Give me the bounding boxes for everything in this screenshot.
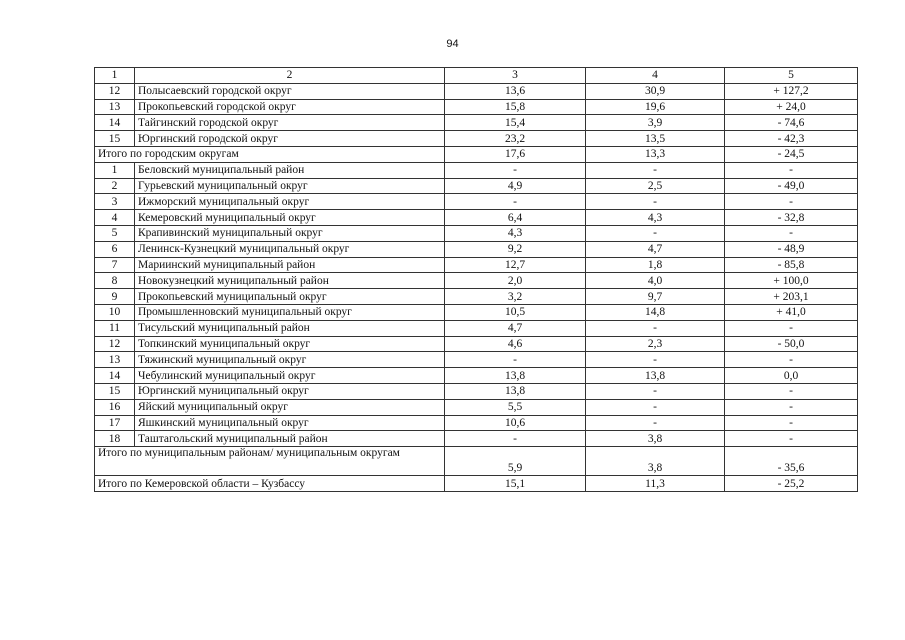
value-col-3: 9,2 (445, 241, 586, 257)
table-row (95, 131, 858, 147)
row-number: 17 (95, 415, 135, 431)
value-col-4: 2,3 (586, 336, 725, 352)
row-name: Беловский муниципальный район (135, 162, 445, 178)
total-col-4: 3,8 (586, 447, 725, 476)
value-col-5: - (725, 225, 858, 241)
row-number: 14 (95, 368, 135, 384)
row-name: Яшкинский муниципальный округ (135, 415, 445, 431)
value-col-4: 1,8 (586, 257, 725, 273)
value-col-3: 13,8 (445, 368, 586, 384)
value-col-3: 13,6 (445, 83, 586, 99)
row-name: Тисульский муниципальный район (135, 320, 445, 336)
value-col-3: 4,6 (445, 336, 586, 352)
value-col-3: 3,2 (445, 289, 586, 305)
value-col-5: - (725, 431, 858, 447)
table-row (95, 399, 858, 415)
value-col-4: - (586, 162, 725, 178)
column-header-5: 5 (725, 68, 858, 84)
row-number: 6 (95, 241, 135, 257)
row-name: Юргинский муниципальный округ (135, 383, 445, 399)
table-row (95, 194, 858, 210)
value-col-4: 30,9 (586, 83, 725, 99)
row-name: Ленинск-Кузнецкий муниципальный округ (135, 241, 445, 257)
column-header-1: 1 (95, 68, 135, 84)
row-name: Гурьевский муниципальный округ (135, 178, 445, 194)
table-row (95, 162, 858, 178)
value-col-4: 19,6 (586, 99, 725, 115)
row-name: Прокопьевский муниципальный округ (135, 289, 445, 305)
row-name: Ижморский муниципальный округ (135, 194, 445, 210)
total-city-row (95, 146, 858, 162)
value-col-3: 4,9 (445, 178, 586, 194)
value-col-5: - (725, 320, 858, 336)
value-col-3: - (445, 352, 586, 368)
row-number: 5 (95, 225, 135, 241)
table-header-row (95, 68, 858, 84)
value-col-3: 13,8 (445, 383, 586, 399)
table-row (95, 320, 858, 336)
row-name: Прокопьевский городской округ (135, 99, 445, 115)
table-row (95, 273, 858, 289)
total-col-3: 15,1 (445, 476, 586, 492)
row-number: 7 (95, 257, 135, 273)
table-row (95, 225, 858, 241)
table-row (95, 352, 858, 368)
row-number: 18 (95, 431, 135, 447)
value-col-4: - (586, 383, 725, 399)
value-col-5: - 85,8 (725, 257, 858, 273)
table-row (95, 115, 858, 131)
table-row (95, 210, 858, 226)
column-header-3: 3 (445, 68, 586, 84)
column-header-4: 4 (586, 68, 725, 84)
row-number: 4 (95, 210, 135, 226)
table-row (95, 383, 858, 399)
value-col-5: + 41,0 (725, 304, 858, 320)
value-col-3: 15,8 (445, 99, 586, 115)
row-name: Юргинский городской округ (135, 131, 445, 147)
value-col-4: 13,8 (586, 368, 725, 384)
row-number: 9 (95, 289, 135, 305)
row-number: 15 (95, 383, 135, 399)
value-col-5: + 127,2 (725, 83, 858, 99)
value-col-5: + 203,1 (725, 289, 858, 305)
statistics-table (94, 67, 858, 492)
row-number: 8 (95, 273, 135, 289)
total-label: Итого по муниципальным районам/ муниципальным округам (95, 447, 445, 476)
value-col-4: 4,0 (586, 273, 725, 289)
row-name: Крапивинский муниципальный округ (135, 225, 445, 241)
row-name: Кемеровский муниципальный округ (135, 210, 445, 226)
value-col-4: 2,5 (586, 178, 725, 194)
row-number: 16 (95, 399, 135, 415)
table-row (95, 368, 858, 384)
value-col-3: 15,4 (445, 115, 586, 131)
value-col-5: - 42,3 (725, 131, 858, 147)
total-col-5: - 25,2 (725, 476, 858, 492)
value-col-3: 10,5 (445, 304, 586, 320)
row-number: 13 (95, 99, 135, 115)
row-name: Новокузнецкий муниципальный район (135, 273, 445, 289)
table-row (95, 83, 858, 99)
row-name: Промышленновский муниципальный округ (135, 304, 445, 320)
row-name: Полысаевский городской округ (135, 83, 445, 99)
value-col-5: - 32,8 (725, 210, 858, 226)
table-row (95, 289, 858, 305)
row-number: 13 (95, 352, 135, 368)
value-col-4: 3,8 (586, 431, 725, 447)
table-row (95, 415, 858, 431)
row-number: 12 (95, 336, 135, 352)
value-col-5: - (725, 162, 858, 178)
table-row (95, 336, 858, 352)
total-col-3: 17,6 (445, 146, 586, 162)
page-number: 94 (446, 38, 459, 50)
value-col-3: 10,6 (445, 415, 586, 431)
value-col-3: 5,5 (445, 399, 586, 415)
table-row (95, 99, 858, 115)
total-region-row (95, 476, 858, 492)
value-col-5: - (725, 399, 858, 415)
value-col-5: - 74,6 (725, 115, 858, 131)
value-col-4: 9,7 (586, 289, 725, 305)
column-header-2: 2 (135, 68, 445, 84)
value-col-3: - (445, 162, 586, 178)
total-label: Итого по городским округам (95, 146, 445, 162)
value-col-5: - 48,9 (725, 241, 858, 257)
value-col-5: - 49,0 (725, 178, 858, 194)
value-col-5: + 24,0 (725, 99, 858, 115)
value-col-5: - (725, 352, 858, 368)
total-municipal-row (95, 447, 858, 476)
value-col-4: 14,8 (586, 304, 725, 320)
value-col-4: - (586, 225, 725, 241)
value-col-4: 13,5 (586, 131, 725, 147)
row-number: 15 (95, 131, 135, 147)
value-col-5: - (725, 383, 858, 399)
table-row (95, 178, 858, 194)
value-col-4: 4,7 (586, 241, 725, 257)
row-number: 14 (95, 115, 135, 131)
value-col-4: - (586, 320, 725, 336)
row-name: Таштагольский муниципальный район (135, 431, 445, 447)
table-row (95, 257, 858, 273)
value-col-4: 4,3 (586, 210, 725, 226)
value-col-3: 4,3 (445, 225, 586, 241)
value-col-3: - (445, 431, 586, 447)
table-row (95, 241, 858, 257)
value-col-4: - (586, 194, 725, 210)
row-name: Тяжинский муниципальный округ (135, 352, 445, 368)
value-col-5: + 100,0 (725, 273, 858, 289)
row-number: 11 (95, 320, 135, 336)
table-row (95, 431, 858, 447)
value-col-4: - (586, 415, 725, 431)
value-col-3: - (445, 194, 586, 210)
value-col-5: - 50,0 (725, 336, 858, 352)
row-number: 1 (95, 162, 135, 178)
value-col-3: 4,7 (445, 320, 586, 336)
value-col-5: - (725, 415, 858, 431)
total-col-5: - 24,5 (725, 146, 858, 162)
row-number: 2 (95, 178, 135, 194)
value-col-4: - (586, 399, 725, 415)
table-row (95, 304, 858, 320)
row-name: Чебулинский муниципальный округ (135, 368, 445, 384)
total-col-5: - 35,6 (725, 447, 858, 476)
value-col-3: 23,2 (445, 131, 586, 147)
total-label: Итого по Кемеровской области – Кузбассу (95, 476, 445, 492)
row-name: Мариинский муниципальный район (135, 257, 445, 273)
row-name: Топкинский муниципальный округ (135, 336, 445, 352)
value-col-4: - (586, 352, 725, 368)
row-name: Тайгинский городской округ (135, 115, 445, 131)
value-col-5: - (725, 194, 858, 210)
row-number: 10 (95, 304, 135, 320)
total-col-4: 13,3 (586, 146, 725, 162)
row-name: Яйский муниципальный округ (135, 399, 445, 415)
total-col-3: 5,9 (445, 447, 586, 476)
value-col-5: 0,0 (725, 368, 858, 384)
value-col-3: 6,4 (445, 210, 586, 226)
total-col-4: 11,3 (586, 476, 725, 492)
row-number: 12 (95, 83, 135, 99)
value-col-4: 3,9 (586, 115, 725, 131)
value-col-3: 2,0 (445, 273, 586, 289)
row-number: 3 (95, 194, 135, 210)
value-col-3: 12,7 (445, 257, 586, 273)
